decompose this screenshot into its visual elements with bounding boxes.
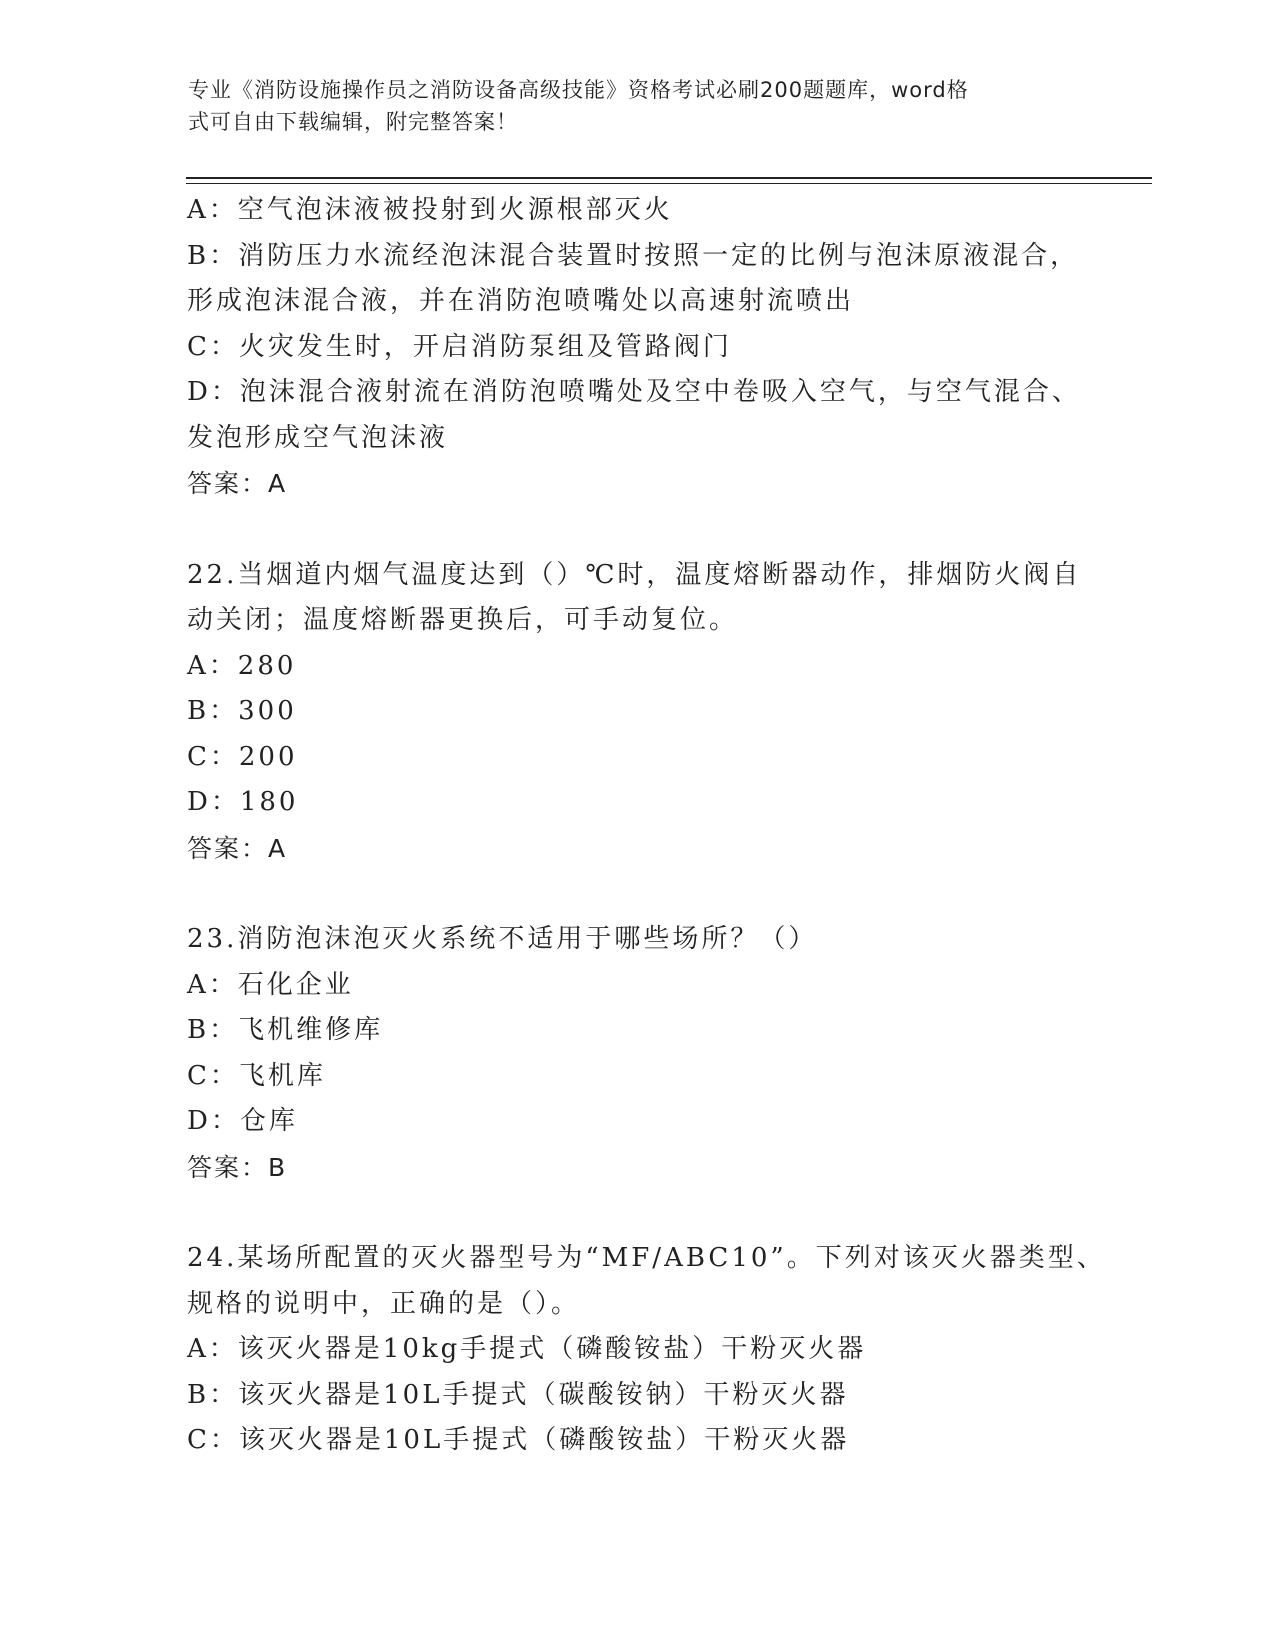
question-23-block bbox=[187, 917, 1087, 1190]
header-divider-thin bbox=[186, 183, 1152, 184]
question-21-block bbox=[187, 188, 1087, 507]
option-a: A：空气泡沫液被投射到火源根部灭火 bbox=[187, 195, 673, 225]
option-c: C：200 bbox=[187, 741, 298, 772]
question-22-block bbox=[187, 553, 1087, 872]
option-b: B：消防压力水流经泡沫混合装置时按照一定的比例与泡沫原液混合， bbox=[187, 240, 1080, 271]
question-stem-continued: 规格的说明中，正确的是（）。 bbox=[187, 1288, 581, 1319]
option-b: B：300 bbox=[187, 696, 297, 726]
spacer bbox=[187, 871, 1087, 917]
header-line-2: 式可自由下载编辑，附完整答案！ bbox=[188, 110, 518, 134]
option-a: A：该灭火器是10kg手提式（磷酸铵盐）干粉灭火器 bbox=[187, 1334, 867, 1364]
question-content bbox=[187, 188, 1106, 1464]
question-stem: 24.某场所配置的灭火器型号为“MF/ABC10”。下列对该灭火器类型、 bbox=[187, 1243, 1106, 1273]
option-d: D：180 bbox=[187, 787, 299, 817]
option-c: C：该灭火器是10L手提式（磷酸铵盐）干粉灭火器 bbox=[187, 1425, 850, 1455]
spacer bbox=[187, 1190, 1087, 1236]
question-stem: 23.消防泡沫泡灭火系统不适用于哪些场所？（） bbox=[187, 924, 818, 954]
option-d-continued: 发泡形成空气泡沫液 bbox=[187, 422, 449, 453]
header-line-1: 专业《消防设施操作员之消防设备高级技能》资格考试必刷200题题库，word格 bbox=[188, 78, 969, 102]
option-b-continued: 形成泡沫混合液，并在消防泡喷嘴处以高速射流喷出 bbox=[187, 286, 855, 316]
question-24-block bbox=[187, 1236, 1106, 1464]
answer: 答案：A bbox=[187, 469, 288, 498]
option-a: A：280 bbox=[187, 650, 297, 681]
document-header bbox=[188, 74, 1068, 138]
header-divider-thick bbox=[186, 177, 1152, 179]
option-a: A：石化企业 bbox=[187, 969, 354, 1000]
option-d: D：仓库 bbox=[187, 1106, 298, 1136]
question-stem: 22.当烟道内烟气温度达到（）℃时，温度熔断器动作，排烟防火阀自 bbox=[187, 559, 1082, 590]
option-b: B：飞机维修库 bbox=[187, 1015, 384, 1045]
option-c: C：飞机库 bbox=[187, 1060, 326, 1091]
option-d: D：泡沫混合液射流在消防泡喷嘴处及空中卷吸入空气，与空气混合、 bbox=[187, 377, 1081, 407]
option-b: B：该灭火器是10L手提式（碳酸铵钠）干粉灭火器 bbox=[187, 1379, 849, 1410]
option-c: C：火灾发生时，开启消防泵组及管路阀门 bbox=[187, 331, 732, 362]
question-stem-continued: 动关闭；温度熔断器更换后，可手动复位。 bbox=[187, 605, 739, 635]
answer: 答案：B bbox=[187, 1152, 288, 1182]
answer: 答案：A bbox=[187, 833, 288, 863]
spacer bbox=[187, 507, 1087, 553]
